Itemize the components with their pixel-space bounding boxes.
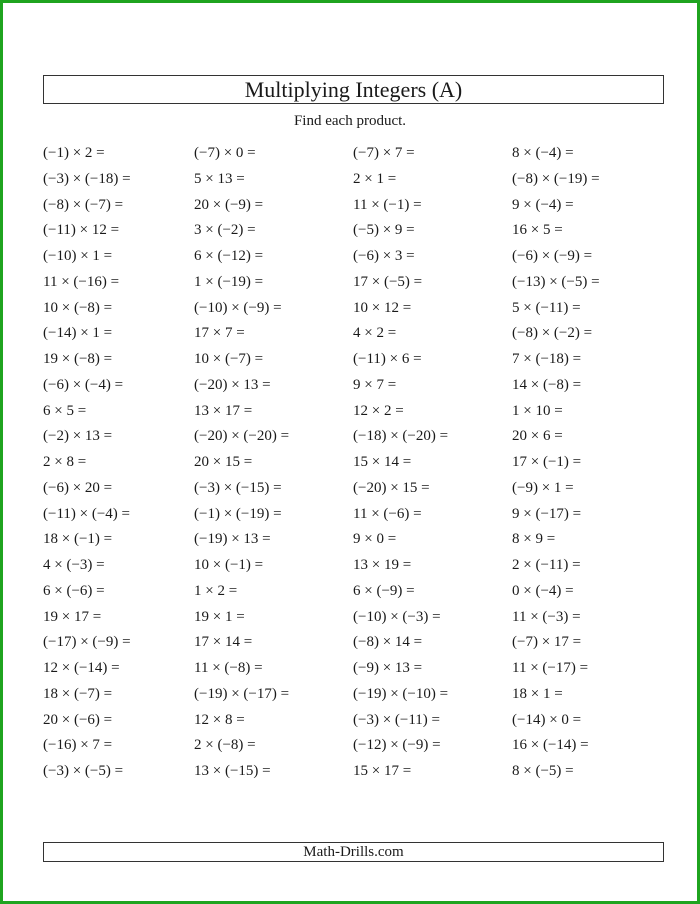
problem-item: (−19) × (−17) =	[194, 685, 290, 702]
problem-item: 11 × (−8) =	[194, 660, 263, 676]
problem-item: 8 × (−4) =	[512, 145, 574, 161]
problem-item: 17 × 7 =	[194, 325, 245, 342]
problem-item: 11 × (−16) =	[43, 273, 120, 290]
problem-item: (−10) × 1 =	[43, 248, 113, 264]
problem-item: (−20) × (−20) =	[194, 428, 290, 445]
problem-item: 12 × 2 =	[353, 402, 404, 419]
problem-item: 6 × (−9) =	[353, 582, 415, 599]
problem-item: 10 × 12 =	[353, 299, 412, 316]
problem-item: (−11) × 6 =	[353, 351, 422, 367]
problem-item: (−6) × (−9) =	[512, 248, 593, 264]
problem-item: (−10) × (−9) =	[194, 299, 282, 316]
problem-item: 20 × 15 =	[194, 454, 253, 470]
problem-item: 2 × (−11) =	[512, 557, 581, 573]
problem-item: (−9) × 13 =	[353, 660, 423, 676]
problem-item: 20 × 6 =	[512, 428, 563, 445]
problem-item: 17 × 14 =	[194, 634, 253, 651]
problem-item: 1 × 2 =	[194, 582, 238, 599]
problem-item: (−2) × 13 =	[43, 428, 113, 445]
footer-text: Math-Drills.com	[303, 844, 404, 860]
worksheet-title	[43, 75, 664, 104]
problem-item: (−6) × (−4) =	[43, 376, 124, 393]
problem-item: (−19) × 13 =	[194, 531, 271, 548]
problem-item: (−1) × 2 =	[43, 145, 105, 161]
problem-item: 9 × (−4) =	[512, 196, 574, 213]
problem-item: 19 × (−8) =	[43, 351, 113, 367]
problem-item: 7 × (−18) =	[512, 351, 582, 367]
problem-item: (−18) × (−20) =	[353, 428, 449, 445]
problem-item: (−17) × (−9) =	[43, 634, 131, 651]
problem-item: 17 × (−1) =	[512, 454, 582, 470]
problem-item: 0 × (−4) =	[512, 582, 574, 599]
problem-item: 18 × 1 =	[512, 685, 563, 702]
problem-item: (−3) × (−15) =	[194, 479, 282, 496]
problem-item: 18 × (−7) =	[43, 685, 113, 702]
problem-item: 1 × (−19) =	[194, 273, 264, 290]
problem-item: (−8) × (−7) =	[43, 196, 124, 213]
problem-item: 20 × (−9) =	[194, 196, 264, 213]
problem-item: 12 × (−14) =	[43, 660, 120, 676]
problem-item: (−3) × (−18) =	[43, 170, 131, 187]
problem-item: 16 × 5 =	[512, 222, 563, 239]
problem-item: 17 × (−5) =	[353, 273, 423, 290]
problem-item: 4 × (−3) =	[43, 557, 105, 573]
problem-item: 8 × 9 =	[512, 531, 556, 548]
problem-item: (−8) × (−2) =	[512, 325, 593, 342]
problem-item: 13 × 17 =	[194, 402, 253, 419]
problem-item: (−1) × (−19) =	[194, 505, 282, 522]
problem-item: (−14) × 1 =	[43, 325, 113, 342]
problem-item: (−3) × (−11) =	[353, 711, 441, 728]
problem-item: 19 × 1 =	[194, 608, 245, 625]
problem-grid	[43, 144, 664, 788]
problem-item: (−9) × 1 =	[512, 479, 574, 496]
problem-item: 10 × (−8) =	[43, 299, 113, 316]
problem-item: 5 × (−11) =	[512, 299, 581, 316]
problem-item: (−5) × 9 =	[353, 222, 415, 239]
problem-item: 4 × 2 =	[353, 325, 397, 342]
problem-item: (−11) × 12 =	[43, 222, 120, 239]
problem-item: 2 × 8 =	[43, 454, 87, 470]
problem-item: 13 × 19 =	[353, 557, 412, 573]
problem-item: 16 × (−14) =	[512, 737, 589, 754]
problem-item: 3 × (−2) =	[194, 222, 256, 239]
problem-item: (−20) × 13 =	[194, 376, 271, 393]
problem-item: (−20) × 15 =	[353, 479, 430, 496]
footer	[43, 842, 664, 862]
problem-item: 1 × 10 =	[512, 402, 563, 419]
problem-item: (−7) × 0 =	[194, 145, 256, 161]
instructions: Find each product.	[293, 113, 407, 129]
problem-item: (−3) × (−5) =	[43, 763, 124, 779]
problem-item: 11 × (−1) =	[353, 196, 422, 213]
problem-item: (−14) × 0 =	[512, 711, 582, 728]
problem-item: (−8) × (−19) =	[512, 170, 600, 187]
problem-item: 9 × 7 =	[353, 376, 397, 393]
problem-item: 14 × (−8) =	[512, 376, 582, 393]
problem-item: 8 × (−5) =	[512, 763, 574, 779]
problem-item: 10 × (−1) =	[194, 557, 264, 573]
problem-item: (−7) × 17 =	[512, 634, 582, 651]
problem-item: 2 × (−8) =	[194, 737, 256, 754]
problem-item: 15 × 14 =	[353, 454, 412, 470]
problem-item: (−16) × 7 =	[43, 737, 113, 754]
problem-item: 11 × (−6) =	[353, 505, 422, 522]
problem-item: (−8) × 14 =	[353, 634, 423, 651]
problem-item: 9 × 0 =	[353, 531, 397, 548]
problem-item: (−19) × (−10) =	[353, 685, 449, 702]
problem-item: 15 × 17 =	[353, 763, 412, 779]
problem-item: 6 × (−6) =	[43, 582, 105, 599]
problem-item: (−6) × 3 =	[353, 248, 415, 264]
problem-item: 9 × (−17) =	[512, 505, 582, 522]
problem-item: 6 × 5 =	[43, 402, 87, 419]
problem-item: (−7) × 7 =	[353, 145, 415, 161]
problem-item: (−11) × (−4) =	[43, 505, 131, 522]
problem-item: 5 × 13 =	[194, 170, 245, 187]
problem-item: 2 × 1 =	[353, 170, 397, 187]
problem-item: 10 × (−7) =	[194, 351, 264, 367]
problem-item: 6 × (−12) =	[194, 248, 264, 264]
problem-item: 12 × 8 =	[194, 711, 245, 728]
problem-item: 20 × (−6) =	[43, 711, 113, 728]
problem-item: (−12) × (−9) =	[353, 737, 441, 754]
problem-item: 11 × (−17) =	[512, 660, 589, 676]
problem-item: (−10) × (−3) =	[353, 608, 441, 625]
problem-item: 18 × (−1) =	[43, 531, 113, 548]
problem-item: (−6) × 20 =	[43, 479, 113, 496]
problem-item: (−13) × (−5) =	[512, 273, 600, 290]
problem-item: 11 × (−3) =	[512, 608, 581, 625]
problem-item: 13 × (−15) =	[194, 763, 271, 779]
problem-item: 19 × 17 =	[43, 608, 102, 625]
worksheet-title-text: Multiplying Integers (A)	[244, 77, 463, 102]
